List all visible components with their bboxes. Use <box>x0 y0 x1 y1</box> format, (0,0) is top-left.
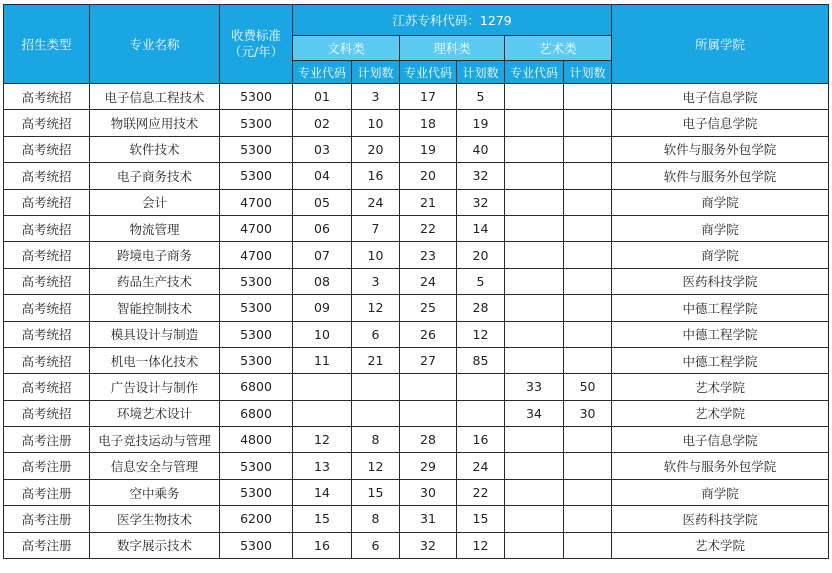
cell-wen-plan: 15 <box>352 479 400 505</box>
cell-college: 电子信息学院 <box>612 110 829 136</box>
table-row <box>4 189 829 215</box>
cell-major: 模具设计与制造 <box>90 321 220 347</box>
cell-li-plan: 20 <box>457 242 505 268</box>
cell-wen-code: 06 <box>293 215 352 241</box>
cell-li-plan: 5 <box>457 84 505 110</box>
cell-type: 高考注册 <box>4 427 90 453</box>
cell-wen-plan: 7 <box>352 215 400 241</box>
cell-wen-code: 02 <box>293 110 352 136</box>
cell-yi-code <box>505 84 564 110</box>
cell-wen-code: 05 <box>293 189 352 215</box>
cell-type: 高考统招 <box>4 374 90 400</box>
header-yi-plan: 计划数 <box>564 61 612 84</box>
cell-major: 会计 <box>90 189 220 215</box>
table-row <box>4 479 829 505</box>
cell-yi-code <box>505 427 564 453</box>
cell-type: 高考统招 <box>4 136 90 162</box>
header-li-plan: 计划数 <box>457 61 505 84</box>
cell-li-code: 25 <box>400 295 457 321</box>
cell-major: 信息安全与管理 <box>90 453 220 479</box>
cell-wen-plan: 10 <box>352 242 400 268</box>
table-row <box>4 321 829 347</box>
cell-college: 医药科技学院 <box>612 506 829 532</box>
cell-yi-code <box>505 189 564 215</box>
cell-yi-code <box>505 479 564 505</box>
table-header <box>4 5 829 84</box>
table-row <box>4 84 829 110</box>
cell-fee: 5300 <box>220 453 293 479</box>
header-jiangsu-code: 江苏专科代码：1279 <box>293 5 612 36</box>
cell-li-plan: 28 <box>457 295 505 321</box>
cell-wen-plan: 21 <box>352 347 400 373</box>
table-row <box>4 400 829 426</box>
cell-college: 艺术学院 <box>612 374 829 400</box>
cell-major: 跨境电子商务 <box>90 242 220 268</box>
header-wen-code: 专业代码 <box>293 61 352 84</box>
cell-yi-code <box>505 110 564 136</box>
cell-li-plan: 24 <box>457 453 505 479</box>
cell-wen-plan: 6 <box>352 532 400 558</box>
header-yi-code: 专业代码 <box>505 61 564 84</box>
cell-fee: 5300 <box>220 321 293 347</box>
cell-wen-plan <box>352 400 400 426</box>
cell-type: 高考统招 <box>4 163 90 189</box>
cell-major: 机电一体化技术 <box>90 347 220 373</box>
cell-wen-plan: 6 <box>352 321 400 347</box>
table-row <box>4 110 829 136</box>
header-li: 理科类 <box>400 36 505 61</box>
cell-major: 物联网应用技术 <box>90 110 220 136</box>
cell-wen-plan <box>352 374 400 400</box>
cell-college: 软件与服务外包学院 <box>612 453 829 479</box>
cell-yi-plan <box>564 189 612 215</box>
cell-fee: 5300 <box>220 163 293 189</box>
table-row <box>4 242 829 268</box>
cell-major: 医学生物技术 <box>90 506 220 532</box>
cell-yi-code <box>505 295 564 321</box>
cell-wen-plan: 8 <box>352 427 400 453</box>
cell-li-code: 32 <box>400 532 457 558</box>
cell-li-plan: 5 <box>457 268 505 294</box>
cell-type: 高考统招 <box>4 84 90 110</box>
cell-li-plan <box>457 374 505 400</box>
cell-college: 商学院 <box>612 189 829 215</box>
cell-wen-code: 09 <box>293 295 352 321</box>
cell-fee: 4700 <box>220 215 293 241</box>
table-row <box>4 347 829 373</box>
cell-major: 环境艺术设计 <box>90 400 220 426</box>
table-row <box>4 136 829 162</box>
cell-li-code <box>400 400 457 426</box>
cell-fee: 4700 <box>220 242 293 268</box>
cell-li-code <box>400 374 457 400</box>
cell-type: 高考统招 <box>4 215 90 241</box>
cell-college: 商学院 <box>612 479 829 505</box>
cell-fee: 5300 <box>220 347 293 373</box>
cell-li-code: 30 <box>400 479 457 505</box>
cell-li-plan: 22 <box>457 479 505 505</box>
table-row <box>4 427 829 453</box>
cell-li-code: 17 <box>400 84 457 110</box>
cell-wen-plan: 3 <box>352 268 400 294</box>
header-wen: 文科类 <box>293 36 400 61</box>
cell-wen-plan: 24 <box>352 189 400 215</box>
header-fee-line1: 收费标准 <box>230 28 281 43</box>
cell-yi-code <box>505 321 564 347</box>
cell-wen-code <box>293 400 352 426</box>
cell-yi-plan: 30 <box>564 400 612 426</box>
cell-fee: 6800 <box>220 374 293 400</box>
header-li-code: 专业代码 <box>400 61 457 84</box>
cell-yi-plan <box>564 110 612 136</box>
cell-li-code: 18 <box>400 110 457 136</box>
cell-major: 电子竞技运动与管理 <box>90 427 220 453</box>
table-row <box>4 506 829 532</box>
cell-college: 艺术学院 <box>612 400 829 426</box>
cell-li-plan: 32 <box>457 189 505 215</box>
cell-type: 高考注册 <box>4 506 90 532</box>
table-row <box>4 215 829 241</box>
cell-wen-plan: 3 <box>352 84 400 110</box>
cell-yi-code: 33 <box>505 374 564 400</box>
cell-yi-code <box>505 532 564 558</box>
cell-li-plan: 12 <box>457 321 505 347</box>
cell-yi-code <box>505 268 564 294</box>
cell-li-plan: 32 <box>457 163 505 189</box>
cell-major: 智能控制技术 <box>90 295 220 321</box>
cell-major: 空中乘务 <box>90 479 220 505</box>
cell-yi-code <box>505 347 564 373</box>
cell-yi-plan <box>564 479 612 505</box>
cell-yi-code <box>505 215 564 241</box>
cell-li-code: 24 <box>400 268 457 294</box>
cell-major: 软件技术 <box>90 136 220 162</box>
cell-yi-code <box>505 453 564 479</box>
cell-college: 中德工程学院 <box>612 321 829 347</box>
cell-yi-plan <box>564 295 612 321</box>
cell-type: 高考统招 <box>4 295 90 321</box>
cell-yi-plan <box>564 506 612 532</box>
header-major: 专业名称 <box>90 5 220 84</box>
cell-fee: 5300 <box>220 268 293 294</box>
cell-major: 电子商务技术 <box>90 163 220 189</box>
cell-type: 高考统招 <box>4 321 90 347</box>
cell-college: 中德工程学院 <box>612 347 829 373</box>
cell-fee: 5300 <box>220 532 293 558</box>
cell-wen-code: 04 <box>293 163 352 189</box>
cell-fee: 5300 <box>220 84 293 110</box>
cell-li-plan <box>457 400 505 426</box>
cell-wen-plan: 10 <box>352 110 400 136</box>
cell-fee: 5300 <box>220 136 293 162</box>
cell-yi-code <box>505 136 564 162</box>
cell-li-code: 28 <box>400 427 457 453</box>
cell-li-plan: 14 <box>457 215 505 241</box>
cell-fee: 5300 <box>220 295 293 321</box>
cell-type: 高考统招 <box>4 268 90 294</box>
table-row <box>4 453 829 479</box>
cell-college: 软件与服务外包学院 <box>612 136 829 162</box>
cell-major: 广告设计与制作 <box>90 374 220 400</box>
cell-li-plan: 40 <box>457 136 505 162</box>
header-fee <box>220 5 293 84</box>
cell-li-code: 20 <box>400 163 457 189</box>
cell-yi-plan: 50 <box>564 374 612 400</box>
cell-yi-plan <box>564 136 612 162</box>
header-wen-plan: 计划数 <box>352 61 400 84</box>
table-row <box>4 268 829 294</box>
cell-yi-plan <box>564 321 612 347</box>
cell-fee: 5300 <box>220 479 293 505</box>
cell-type: 高考注册 <box>4 453 90 479</box>
cell-wen-plan: 12 <box>352 295 400 321</box>
cell-yi-plan <box>564 453 612 479</box>
cell-wen-plan: 20 <box>352 136 400 162</box>
cell-yi-plan <box>564 84 612 110</box>
cell-wen-code: 08 <box>293 268 352 294</box>
cell-li-plan: 15 <box>457 506 505 532</box>
cell-major: 物流管理 <box>90 215 220 241</box>
cell-college: 商学院 <box>612 215 829 241</box>
cell-type: 高考注册 <box>4 479 90 505</box>
cell-wen-code: 16 <box>293 532 352 558</box>
cell-yi-plan <box>564 427 612 453</box>
cell-wen-code: 03 <box>293 136 352 162</box>
cell-li-plan: 85 <box>457 347 505 373</box>
cell-fee: 6200 <box>220 506 293 532</box>
cell-li-code: 22 <box>400 215 457 241</box>
cell-type: 高考统招 <box>4 110 90 136</box>
cell-yi-plan <box>564 242 612 268</box>
cell-type: 高考统招 <box>4 347 90 373</box>
cell-wen-code: 13 <box>293 453 352 479</box>
cell-wen-code: 10 <box>293 321 352 347</box>
table-row <box>4 163 829 189</box>
header-college: 所属学院 <box>612 5 829 84</box>
cell-yi-plan <box>564 532 612 558</box>
cell-college: 电子信息学院 <box>612 427 829 453</box>
cell-wen-plan: 12 <box>352 453 400 479</box>
cell-yi-plan <box>564 347 612 373</box>
cell-li-plan: 12 <box>457 532 505 558</box>
cell-college: 电子信息学院 <box>612 84 829 110</box>
cell-li-code: 29 <box>400 453 457 479</box>
cell-wen-code <box>293 374 352 400</box>
cell-wen-code: 14 <box>293 479 352 505</box>
cell-yi-code <box>505 506 564 532</box>
cell-wen-code: 15 <box>293 506 352 532</box>
cell-yi-code: 34 <box>505 400 564 426</box>
cell-major: 电子信息工程技术 <box>90 84 220 110</box>
table-row <box>4 295 829 321</box>
cell-li-code: 19 <box>400 136 457 162</box>
cell-college: 商学院 <box>612 242 829 268</box>
cell-type: 高考统招 <box>4 189 90 215</box>
cell-type: 高考统招 <box>4 400 90 426</box>
cell-yi-plan <box>564 215 612 241</box>
table-body <box>4 84 829 559</box>
admissions-table-wrapper <box>3 4 829 559</box>
cell-wen-plan: 8 <box>352 506 400 532</box>
cell-major: 数字展示技术 <box>90 532 220 558</box>
cell-yi-code <box>505 163 564 189</box>
cell-type: 高考统招 <box>4 242 90 268</box>
cell-li-code: 26 <box>400 321 457 347</box>
cell-li-plan: 16 <box>457 427 505 453</box>
cell-fee: 5300 <box>220 110 293 136</box>
cell-yi-plan <box>564 268 612 294</box>
header-yi: 艺术类 <box>505 36 612 61</box>
cell-type: 高考注册 <box>4 532 90 558</box>
cell-college: 中德工程学院 <box>612 295 829 321</box>
cell-yi-plan <box>564 163 612 189</box>
cell-wen-code: 12 <box>293 427 352 453</box>
cell-li-plan: 19 <box>457 110 505 136</box>
cell-wen-plan: 16 <box>352 163 400 189</box>
cell-fee: 6800 <box>220 400 293 426</box>
cell-wen-code: 01 <box>293 84 352 110</box>
table-row <box>4 374 829 400</box>
cell-college: 软件与服务外包学院 <box>612 163 829 189</box>
header-type: 招生类型 <box>4 5 90 84</box>
table-row <box>4 532 829 558</box>
cell-wen-code: 11 <box>293 347 352 373</box>
cell-college: 医药科技学院 <box>612 268 829 294</box>
cell-wen-code: 07 <box>293 242 352 268</box>
cell-fee: 4700 <box>220 189 293 215</box>
cell-li-code: 23 <box>400 242 457 268</box>
cell-li-code: 27 <box>400 347 457 373</box>
cell-yi-code <box>505 242 564 268</box>
cell-major: 药品生产技术 <box>90 268 220 294</box>
cell-college: 艺术学院 <box>612 532 829 558</box>
admissions-plan-table <box>3 4 829 559</box>
cell-li-code: 21 <box>400 189 457 215</box>
cell-fee: 4800 <box>220 427 293 453</box>
cell-li-code: 31 <box>400 506 457 532</box>
header-fee-line2: （元/年） <box>228 44 284 59</box>
